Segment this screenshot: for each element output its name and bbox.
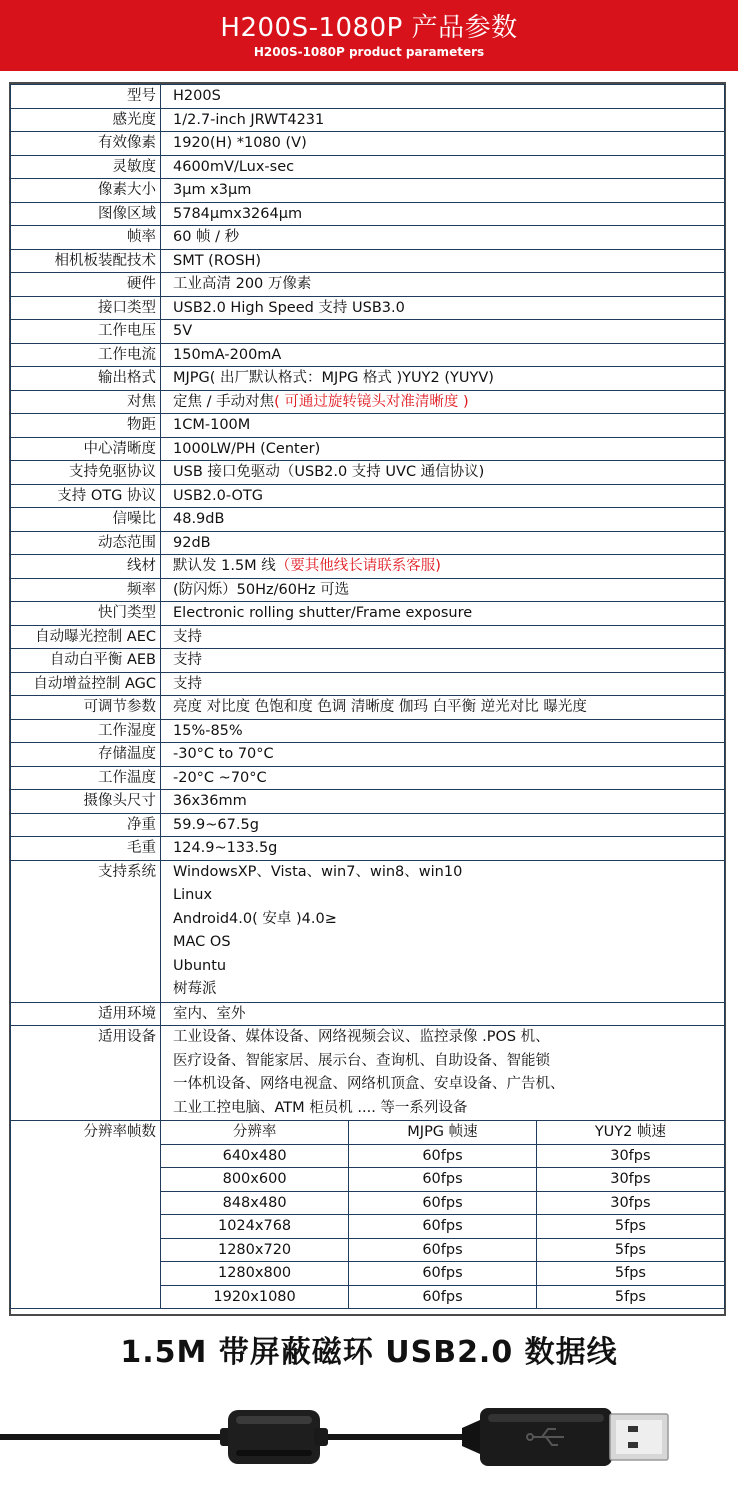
resolution-header-cell: MJPG 帧速 [349, 1121, 537, 1144]
resolution-data-cell: 800x600 [161, 1168, 349, 1192]
spec-value-text: SMT (ROSH) [173, 252, 262, 269]
spec-value-text: 4600mV/Lux-sec [173, 158, 295, 175]
spec-value [161, 672, 725, 696]
resolution-data-cell: 60fps [349, 1262, 537, 1286]
resolution-table [161, 1121, 724, 1308]
spec-label: 帧率 [11, 226, 161, 250]
spec-label: 自动白平衡 AEB [11, 649, 161, 673]
systems-line: Ubuntu [173, 957, 227, 974]
spec-row [11, 625, 725, 649]
resolution-data-cell: 60fps [349, 1168, 537, 1192]
resolution-data-cell: 30fps [536, 1168, 724, 1192]
resolution-data-cell: 5fps [536, 1215, 724, 1239]
spec-value [161, 766, 725, 790]
spec-value [161, 155, 725, 179]
spec-value [161, 790, 725, 814]
spec-label: 像素大小 [11, 179, 161, 203]
spec-value [161, 437, 725, 461]
spec-label: 图像区域 [11, 202, 161, 226]
spec-row [11, 531, 725, 555]
spec-row [11, 367, 725, 391]
resolution-data-cell: 5fps [536, 1285, 724, 1308]
usb-cable-image [0, 1390, 738, 1500]
resolution-data-cell: 1920x1080 [161, 1285, 349, 1308]
spec-row [11, 813, 725, 837]
resolution-row [11, 1121, 725, 1309]
devices-line: 一体机设备、网络电视盒、网络机顶盒、安卓设备、广告机、 [173, 1076, 565, 1092]
spec-value [161, 85, 725, 109]
spec-label: 摄像头尺寸 [11, 790, 161, 814]
resolution-data-row [161, 1238, 724, 1262]
spec-row [11, 672, 725, 696]
spec-label: 支持 OTG 协议 [11, 484, 161, 508]
spec-value-text: 支持 [173, 675, 202, 692]
spec-value-text: 60 帧 / 秒 [173, 229, 240, 245]
spec-value-text: H200S [173, 88, 221, 104]
devices-line: 工业设备、媒体设备、网络视频会议、监控录像 .POS 机、 [173, 1029, 550, 1045]
ferrite-core-icon [220, 1410, 328, 1464]
spec-value-text: 92dB [173, 534, 211, 551]
systems-line: MAC OS [173, 934, 231, 950]
spec-value [161, 743, 725, 767]
resolution-data-cell: 640x480 [161, 1144, 349, 1168]
spec-row [11, 155, 725, 179]
spec-label: 线材 [11, 555, 161, 579]
spec-value-text: 工业高清 200 万像素 [173, 276, 312, 292]
page-subtitle: H200S-1080P product parameters [253, 45, 485, 59]
spec-row [11, 85, 725, 109]
spec-label: 快门类型 [11, 602, 161, 626]
usb-plug-icon [462, 1408, 668, 1466]
systems-line: WindowsXP、Vista、win7、win8、win10 [173, 863, 463, 880]
spec-label: 对焦 [11, 390, 161, 414]
resolution-data-cell: 60fps [349, 1215, 537, 1239]
spec-value-text: 150mA-200mA [173, 346, 282, 363]
systems-row [11, 860, 725, 1002]
spec-row [11, 649, 725, 673]
spec-value [161, 296, 725, 320]
spec-note: ( 可通过旋转镜头对准清晰度 ) [274, 393, 469, 410]
spec-value-text: 124.9~133.5g [173, 840, 278, 856]
spec-value-text: -20°C ~70°C [173, 769, 267, 786]
spec-value [161, 202, 725, 226]
spec-label: 自动增益控制 AGC [11, 672, 161, 696]
devices-line: 医疗设备、智能家居、展示台、查询机、自助设备、智能锁 [173, 1052, 550, 1069]
spec-value [161, 343, 725, 367]
environment-row [11, 1002, 725, 1026]
spec-value [161, 226, 725, 250]
spec-value-text: MJPG( 出厂默认格式：MJPG 格式 )YUY2 (YUYV) [173, 370, 494, 386]
spec-value [161, 837, 725, 861]
spec-value [161, 461, 725, 485]
spec-label: 相机板装配技术 [11, 249, 161, 273]
resolution-data-row [161, 1144, 724, 1168]
cable-wire-middle [318, 1434, 468, 1440]
resolution-data-row [161, 1168, 724, 1192]
spec-value-text: USB 接口免驱动（USB2.0 支持 UVC 通信协议) [173, 464, 485, 480]
spec-value-text: Electronic rolling shutter/Frame exposure [173, 605, 473, 621]
systems-value [161, 860, 725, 1002]
spec-row [11, 249, 725, 273]
spec-value [161, 273, 725, 297]
spec-label: 接口类型 [11, 296, 161, 320]
spec-label: 信噪比 [11, 508, 161, 532]
spec-value [161, 719, 725, 743]
spec-value [161, 602, 725, 626]
resolution-data-cell: 30fps [536, 1144, 724, 1168]
spec-value-text: (防闪烁）50Hz/60Hz 可选 [173, 581, 350, 598]
resolution-label: 分辨率帧数 [11, 1121, 161, 1309]
spec-row [11, 179, 725, 203]
spec-label: 工作湿度 [11, 719, 161, 743]
spec-note: （要其他线长请联系客服) [275, 558, 441, 574]
resolution-data-row [161, 1285, 724, 1308]
spec-row [11, 696, 725, 720]
spec-value-text: -30°C to 70°C [173, 746, 274, 762]
spec-row [11, 461, 725, 485]
spec-value-text: 定焦 / 手动对焦 [173, 393, 275, 410]
devices-value [161, 1026, 725, 1121]
resolution-data-cell: 60fps [349, 1144, 537, 1168]
spec-value [161, 179, 725, 203]
resolution-data-cell: 1280x800 [161, 1262, 349, 1286]
systems-label: 支持系统 [11, 860, 161, 1002]
spec-value [161, 249, 725, 273]
spec-row [11, 202, 725, 226]
spec-value [161, 649, 725, 673]
resolution-data-cell: 30fps [536, 1191, 724, 1215]
spec-value-text: 亮度 对比度 色饱和度 色调 清晰度 伽玛 白平衡 逆光对比 曝光度 [173, 699, 587, 715]
spec-label: 工作电流 [11, 343, 161, 367]
systems-line: Android4.0( 安卓 )4.0≥ [173, 910, 337, 927]
spec-value [161, 531, 725, 555]
spec-row [11, 508, 725, 532]
spec-value [161, 813, 725, 837]
spec-value-text: 5784μmx3264μm [173, 205, 303, 222]
resolution-cell [161, 1121, 725, 1309]
spec-value [161, 132, 725, 156]
spec-row [11, 226, 725, 250]
spec-value-text: 1000LW/PH (Center) [173, 440, 321, 457]
cable-title: 1.5M 带屏蔽磁环 USB2.0 数据线 [120, 1335, 618, 1370]
spec-value-text: 5V [173, 323, 193, 339]
resolution-data-cell: 1280x720 [161, 1238, 349, 1262]
resolution-data-cell: 60fps [349, 1285, 537, 1308]
spec-value [161, 555, 725, 579]
spec-value-text: USB2.0 High Speed 支持 USB3.0 [173, 299, 405, 316]
spec-label: 支持免驱协议 [11, 461, 161, 485]
environment-value: 室内、室外 [161, 1002, 725, 1026]
spec-row [11, 743, 725, 767]
spec-label: 有效像素 [11, 132, 161, 156]
spec-row [11, 437, 725, 461]
spec-row [11, 790, 725, 814]
spec-value-text: 36x36mm [173, 793, 247, 809]
spec-label: 工作电压 [11, 320, 161, 344]
devices-label: 适用设备 [11, 1026, 161, 1121]
resolution-data-cell: 848x480 [161, 1191, 349, 1215]
spec-row [11, 719, 725, 743]
spec-label: 频率 [11, 578, 161, 602]
spec-label: 灵敏度 [11, 155, 161, 179]
spec-value-text: 1/2.7-inch JRWT4231 [173, 111, 325, 128]
spec-row [11, 320, 725, 344]
spec-row [11, 555, 725, 579]
resolution-data-cell: 5fps [536, 1262, 724, 1286]
spec-value-text: 1CM-100M [173, 417, 251, 433]
spec-value-text: 3μm x3μm [173, 182, 252, 198]
spec-value-text: 1920(H) *1080 (V) [173, 135, 307, 151]
spec-label: 自动曝光控制 AEC [11, 625, 161, 649]
spec-label: 工作温度 [11, 766, 161, 790]
spec-value-text: 59.9~67.5g [173, 816, 259, 833]
systems-line: Linux [173, 887, 213, 903]
resolution-data-cell: 60fps [349, 1238, 537, 1262]
spec-label: 净重 [11, 813, 161, 837]
spec-row [11, 108, 725, 132]
spec-row [11, 837, 725, 861]
resolution-data-cell: 1024x768 [161, 1215, 349, 1239]
page-title: H200S-1080P 产品参数 [220, 13, 518, 43]
spec-value-text: 支持 [173, 628, 202, 645]
resolution-data-row [161, 1215, 724, 1239]
spec-row [11, 390, 725, 414]
spec-value [161, 484, 725, 508]
resolution-header-cell: 分辨率 [161, 1121, 349, 1144]
spec-value [161, 390, 725, 414]
resolution-data-row [161, 1262, 724, 1286]
resolution-data-row [161, 1191, 724, 1215]
environment-label: 适用环境 [11, 1002, 161, 1026]
spec-value [161, 578, 725, 602]
spec-row [11, 296, 725, 320]
spec-label: 存储温度 [11, 743, 161, 767]
spec-label: 毛重 [11, 837, 161, 861]
cable-wire-left [0, 1434, 230, 1440]
resolution-header-cell: YUY2 帧速 [536, 1121, 724, 1144]
spec-value [161, 320, 725, 344]
spec-value-text: USB2.0-OTG [173, 487, 263, 504]
spec-value [161, 367, 725, 391]
spec-value-text: 15%-85% [173, 722, 243, 739]
devices-row [11, 1026, 725, 1121]
spec-value-text: 默认发 1.5M 线 [173, 558, 276, 574]
resolution-data-cell: 60fps [349, 1191, 537, 1215]
spec-label: 输出格式 [11, 367, 161, 391]
spec-row [11, 343, 725, 367]
spec-value [161, 414, 725, 438]
spec-label: 可调节参数 [11, 696, 161, 720]
spec-row [11, 578, 725, 602]
resolution-data-cell: 5fps [536, 1238, 724, 1262]
spec-value [161, 625, 725, 649]
devices-line: 工业工控电脑、ATM 柜员机 .... 等一系列设备 [173, 1099, 468, 1116]
spec-value [161, 108, 725, 132]
spec-label: 感光度 [11, 108, 161, 132]
spec-row [11, 414, 725, 438]
spec-label: 动态范围 [11, 531, 161, 555]
header-banner [0, 0, 738, 71]
spec-value-text: 支持 [173, 652, 202, 668]
spec-table-body [11, 85, 725, 1309]
spec-row [11, 484, 725, 508]
systems-line: 树莓派 [173, 981, 217, 997]
spec-value [161, 696, 725, 720]
spec-table [10, 84, 725, 1309]
spec-label: 物距 [11, 414, 161, 438]
spec-label: 中心清晰度 [11, 437, 161, 461]
spec-row [11, 132, 725, 156]
spec-value-text: 48.9dB [173, 511, 225, 527]
spec-row [11, 602, 725, 626]
spec-label: 硬件 [11, 273, 161, 297]
spec-row [11, 273, 725, 297]
spec-value [161, 508, 725, 532]
resolution-header-row [161, 1121, 724, 1144]
spec-row [11, 766, 725, 790]
spec-label: 型号 [11, 85, 161, 109]
